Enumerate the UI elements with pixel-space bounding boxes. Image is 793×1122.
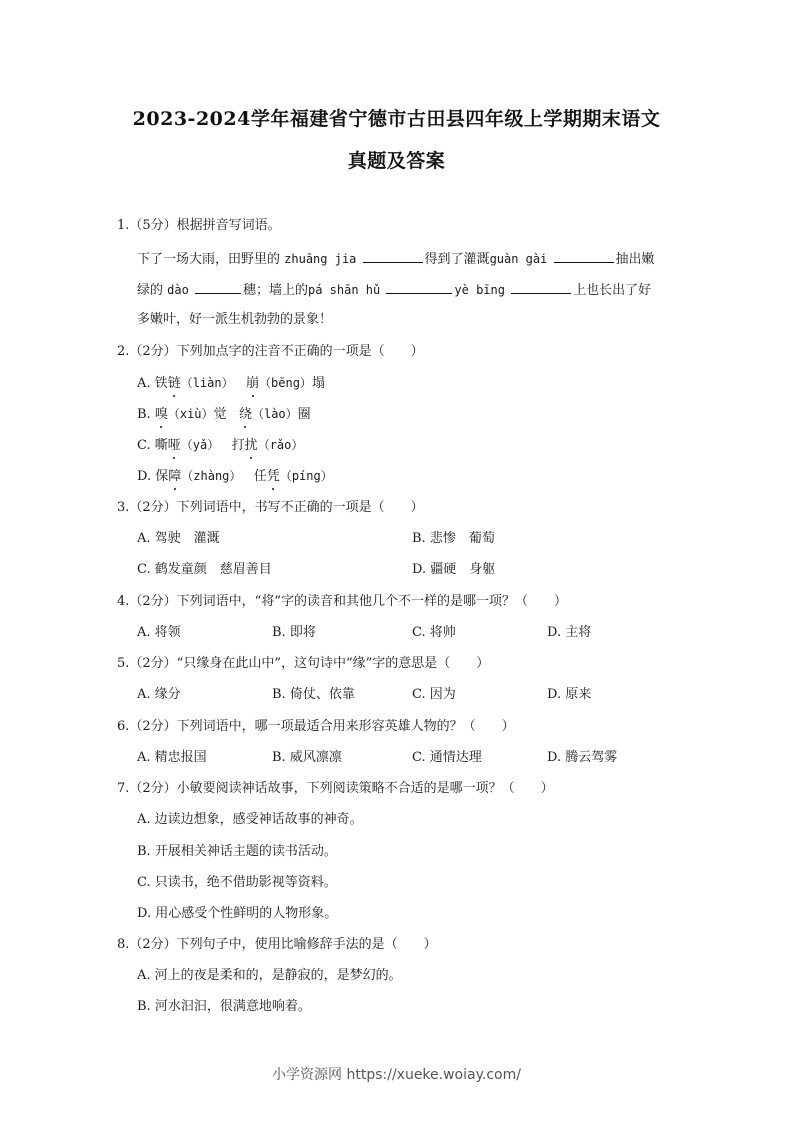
question-7 [117,780,554,798]
question-2 [117,343,424,361]
option-text: 将领 [154,625,181,640]
option-text: 河上的夜是柔和的，是静寂的，是梦幻的。 [154,968,402,983]
question-stem: （2分）下列词语中，哪一项最适合用来形容英雄人物的？（ ） [129,719,515,734]
option-b[interactable] [137,405,311,424]
pinyin: （lào） [251,407,298,421]
option-text: 用心感受个性鲜明的人物形象。 [155,906,338,921]
question-number: 2. [117,344,130,359]
passage-text: 上也长出了好 [573,283,652,298]
dotted-char: 嗅 [154,407,168,422]
pinyin: （bēng） [259,376,312,390]
dotted-char: 凭 [266,469,280,484]
option-text: 通情达理 [429,750,482,765]
question-number: 5. [117,656,130,671]
option-label: B. [272,687,286,702]
pinyin: zhuāng jia [284,252,357,266]
option-a[interactable] [137,967,402,985]
option-b[interactable] [272,749,342,767]
pinyin: yè bīng [454,283,505,297]
question-6 [117,718,515,736]
option-text: 保 [155,469,169,484]
document-subtitle: 真题及答案 [347,150,446,172]
option-c[interactable] [137,561,272,579]
option-b[interactable] [412,530,495,548]
option-text: 倚仗、依靠 [289,687,355,702]
q1-passage-line-2 [137,280,651,300]
answer-blank[interactable] [195,280,241,294]
dotted-char: 扰 [244,438,258,453]
q1-passage-line-1 [137,249,655,269]
option-d[interactable] [547,686,591,704]
question-stem: （5分）根据拼音写词语。 [129,218,281,233]
option-c[interactable] [412,624,456,642]
option-label: D. [412,562,427,577]
option-d[interactable] [547,624,591,642]
option-label: D. [547,687,562,702]
option-label: B. [137,407,151,422]
option-label: A. [137,968,151,983]
pinyin: dào [167,283,189,297]
option-text: 即将 [289,625,316,640]
question-stem: （2分）下列词语中，书写不正确的一项是（ ） [129,500,424,515]
pinyin: （píng） [279,469,333,483]
option-text: 铁 [154,376,168,391]
question-number: 8. [117,937,130,952]
option-a[interactable] [137,686,181,704]
option-text: 只读书，绝不借助影视等资料。 [154,875,337,890]
option-text: 疆硬 身躯 [430,562,496,577]
option-d[interactable] [137,467,333,486]
q1-passage-line-3: 多嫩叶，好一派生机勃勃的景象！ [137,312,333,327]
option-label: C. [137,562,151,577]
option-label: B. [412,531,426,546]
dotted-char: 哑 [167,438,181,453]
option-label: B. [272,750,286,765]
option-label: A. [137,625,151,640]
option-label: C. [137,875,151,890]
option-label: D. [137,906,152,921]
option-label: C. [412,750,426,765]
question-stem: （2分）“只缘身在此山中”，这句诗中“缘”字的意思是（ ） [129,656,490,671]
answer-blank[interactable] [363,249,423,263]
option-d[interactable] [412,561,495,579]
option-label: A. [137,812,151,827]
option-text: 觉 [213,407,227,422]
option-text: 因为 [429,687,456,702]
option-label: C. [412,625,426,640]
option-c[interactable] [137,874,337,892]
option-label: D. [547,625,562,640]
option-text: 河水汩汩，很满意地响着。 [154,999,311,1014]
option-label: A. [137,750,151,765]
question-5 [117,655,489,673]
option-text: 悲惨 葡萄 [429,531,495,546]
option-label: A. [137,687,151,702]
question-number: 1. [117,218,130,233]
option-text: 将帅 [429,625,456,640]
question-4 [117,593,567,611]
pinyin: pá shān hǔ [308,283,381,297]
option-b[interactable] [272,686,355,704]
option-c[interactable] [412,749,482,767]
option-label: A. [137,531,151,546]
option-b[interactable] [272,624,316,642]
option-d[interactable] [137,905,337,923]
dotted-char: 障 [168,469,182,484]
pinyin: guàn gài [489,252,548,266]
question-number: 4. [117,594,130,609]
answer-blank[interactable] [386,280,452,294]
option-label: D. [547,750,562,765]
option-a[interactable] [137,374,325,393]
dotted-char: 绕 [238,407,252,422]
pinyin: （rǎo） [257,438,304,452]
question-1 [117,217,281,235]
option-text: 塌 [311,376,325,391]
pinyin: （liàn） [180,376,234,390]
option-a[interactable] [137,530,220,548]
passage-text: 抽出嫩 [615,252,655,267]
question-stem: （2分）下列句子中，使用比喻修辞手法的是（ ） [129,937,437,952]
footer-watermark: 小学资源网 https://xueke.woiay.com/ [272,1067,521,1083]
option-label: B. [137,999,151,1014]
pinyin: （yǎ） [180,438,220,452]
dotted-char: 链 [167,376,181,391]
option-label: A. [137,376,151,391]
option-text: 边读边想象，感受神话故事的神奇。 [154,812,363,827]
question-stem: （2分）小敏要阅读神话故事，下列阅读策略不合适的是哪一项？（ ） [129,781,554,796]
option-text: 威风凛凛 [289,750,342,765]
option-text: 鹤发童颜 慈眉善目 [154,562,272,577]
question-stem: （2分）下列词语中，“将”字的读音和其他几个不一样的是哪一项？（ ） [129,594,567,609]
option-a[interactable] [137,811,363,829]
option-text: 驾驶 灌溉 [154,531,220,546]
passage-text: 得到了灌溉 [424,252,490,267]
question-number: 6. [117,719,130,734]
question-number: 7. [117,781,130,796]
option-b[interactable] [137,998,311,1016]
option-text: 原来 [565,687,592,702]
question-3 [117,499,424,517]
option-a[interactable] [137,624,181,642]
option-text: 圈 [297,407,311,422]
option-c[interactable] [412,686,456,704]
dotted-char: 崩 [246,376,260,391]
option-text: 精忠报国 [154,750,207,765]
question-8 [117,936,437,954]
pinyin: （zhàng） [181,469,242,483]
option-text: 打 [231,438,245,453]
answer-blank[interactable] [511,280,571,294]
passage-text: 穗；墙上的 [242,283,308,298]
option-a[interactable] [137,749,207,767]
option-b[interactable] [137,843,337,861]
option-d[interactable] [547,749,617,767]
document-title: 2023-2024学年福建省宁德市古田县四年级上学期期末语文 [132,108,661,130]
option-label: C. [412,687,426,702]
option-text: 缘分 [154,687,181,702]
passage-text: 下了一场大雨，田野里的 [137,252,281,267]
option-label: C. [137,438,151,453]
option-label: B. [137,844,151,859]
option-label: D. [137,469,152,484]
option-c[interactable] [137,436,303,455]
question-number: 3. [117,500,130,515]
passage-text: 绿的 [137,283,164,298]
pinyin: （xiù） [167,407,214,421]
option-text: 任 [253,469,267,484]
option-text: 主将 [565,625,592,640]
option-label: B. [272,625,286,640]
option-text: 腾云驾雾 [565,750,618,765]
option-text: 嘶 [154,438,168,453]
question-stem: （2分）下列加点字的注音不正确的一项是（ ） [129,344,424,359]
option-text: 开展相关神话主题的读书活动。 [154,844,337,859]
answer-blank[interactable] [554,249,614,263]
